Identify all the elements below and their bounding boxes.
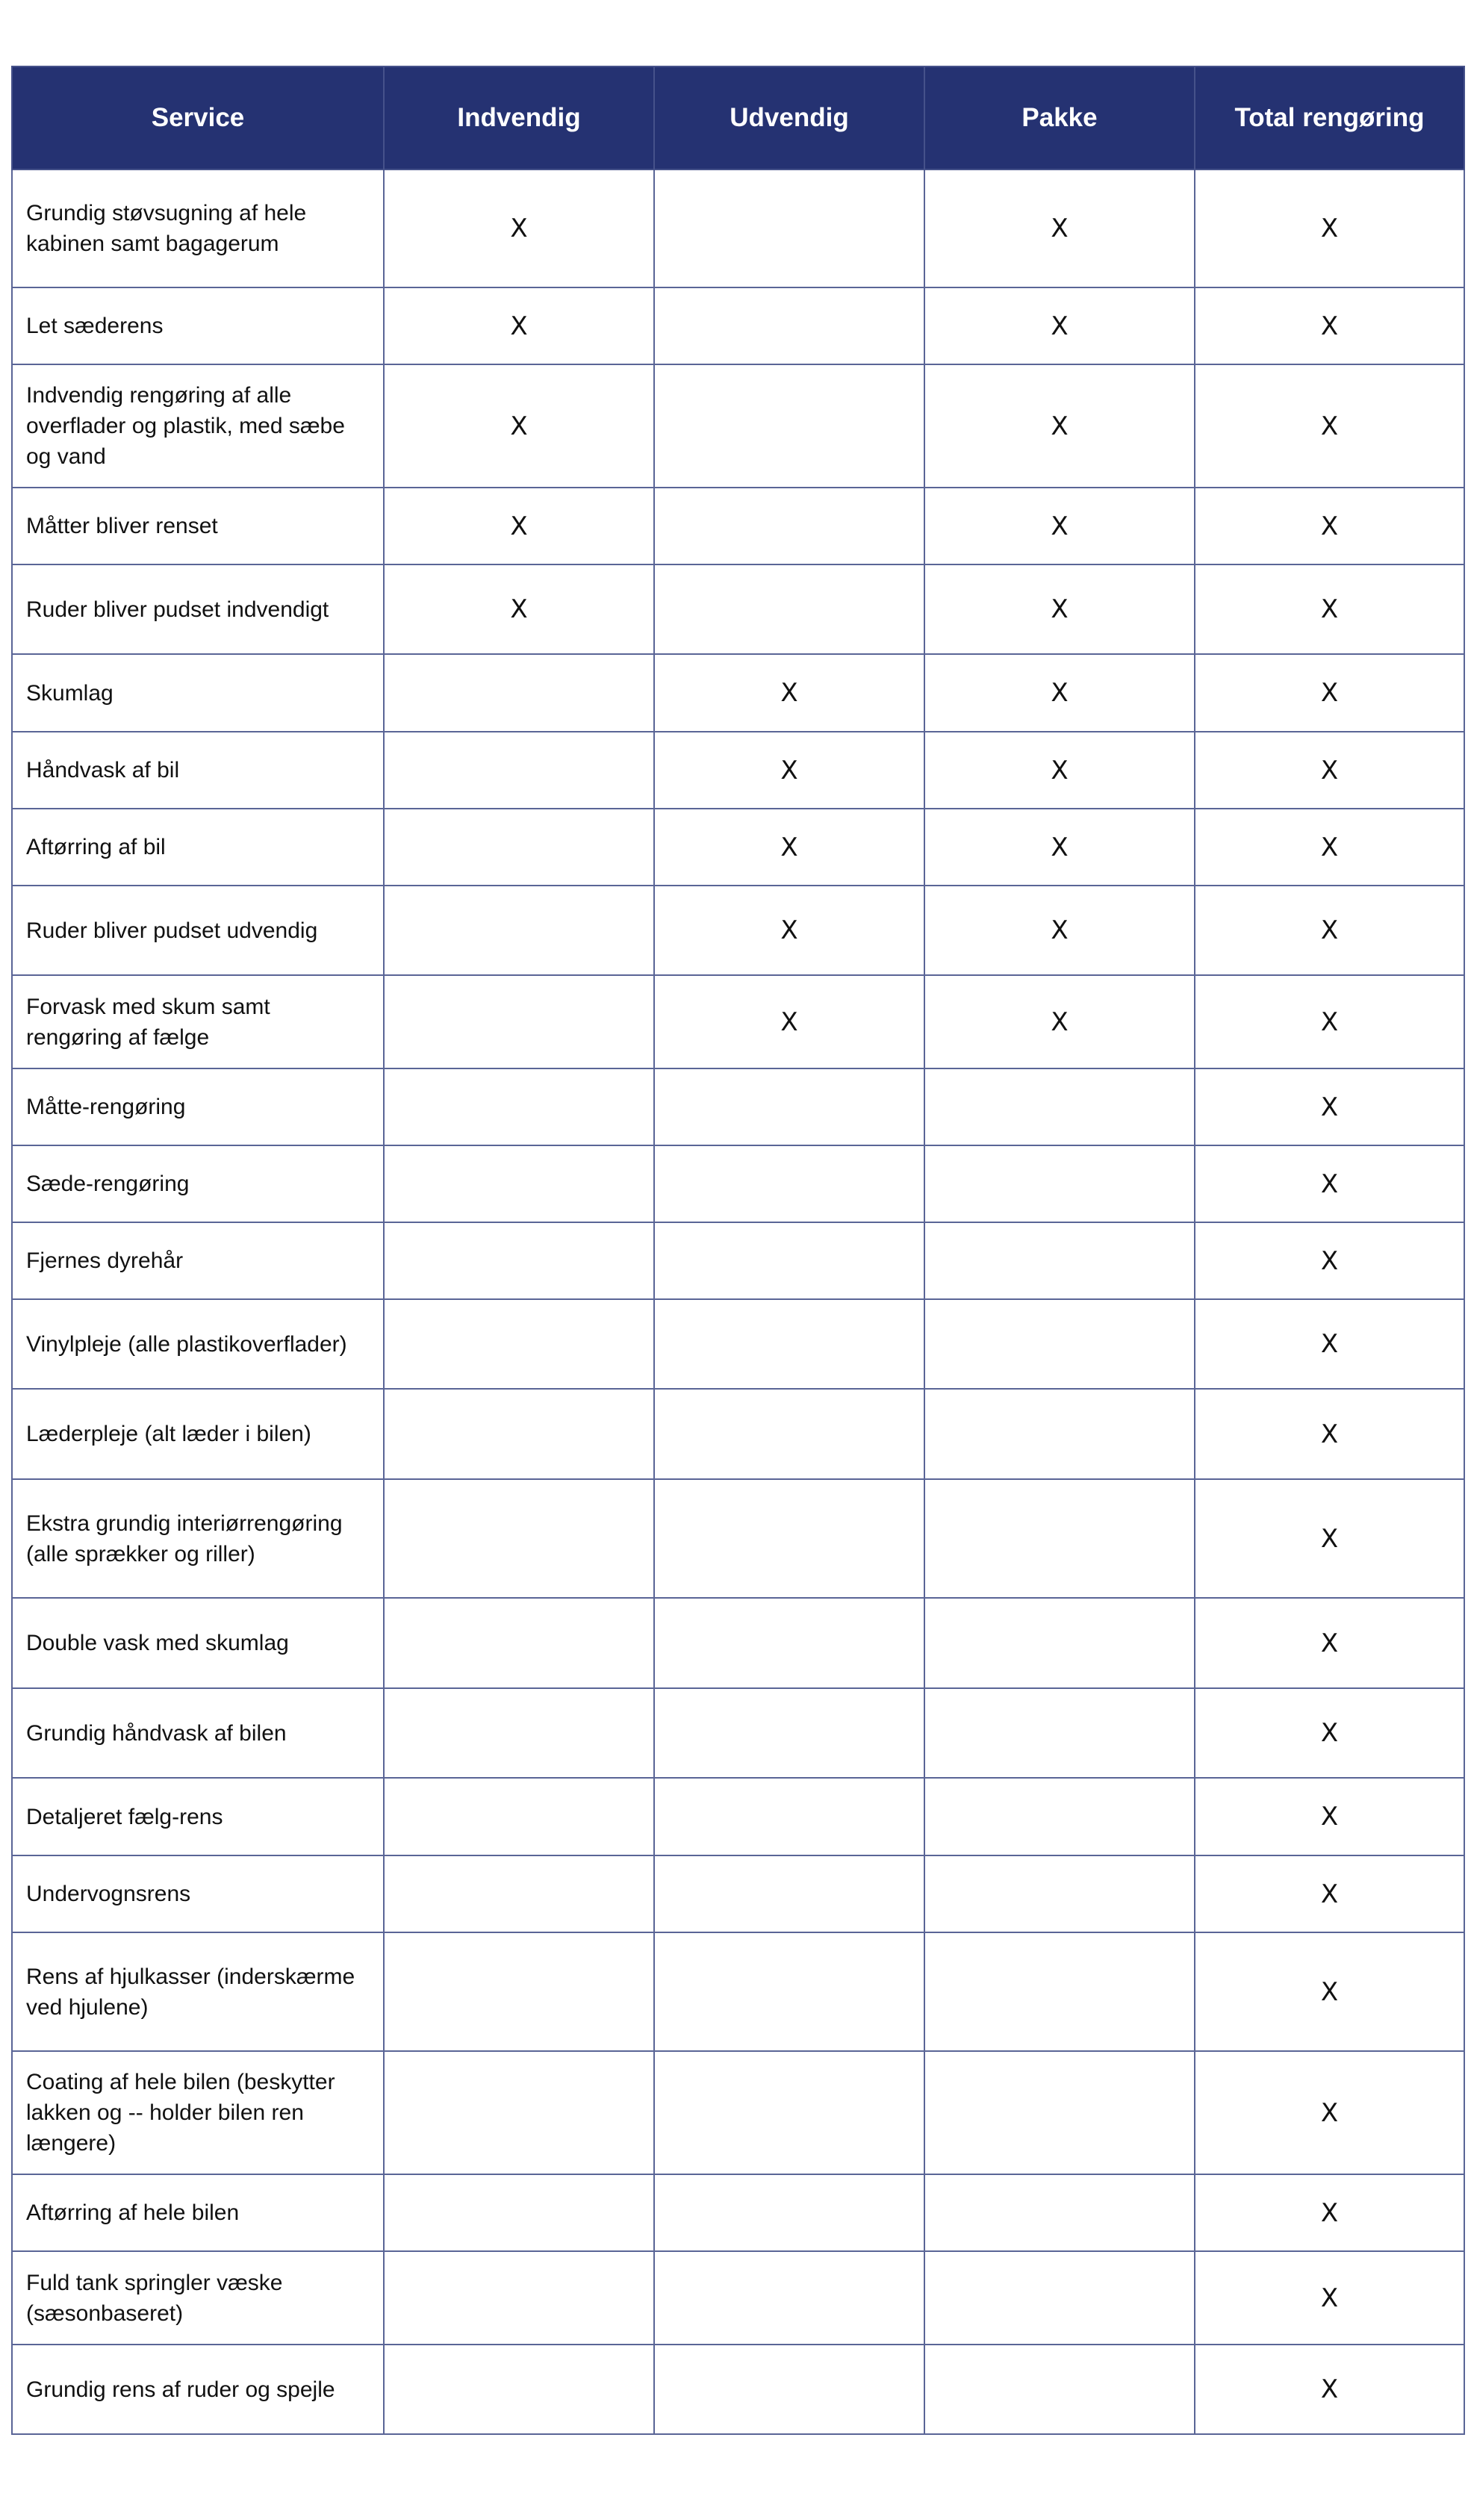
mark-cell-pakke: X bbox=[924, 732, 1195, 809]
mark-cell-total: X bbox=[1195, 2345, 1464, 2434]
header-indvendig: Indvendig bbox=[384, 66, 654, 169]
service-name-cell: Coating af hele bilen (beskytter lakken og -- holder bilen ren længere) bbox=[12, 2051, 384, 2174]
mark-cell-total: X bbox=[1195, 1479, 1464, 1598]
mark-cell-total: X bbox=[1195, 2251, 1464, 2345]
mark-cell-total: X bbox=[1195, 1222, 1464, 1299]
mark-cell-udvendig: X bbox=[654, 886, 924, 975]
mark-cell-udvendig bbox=[654, 287, 924, 364]
mark-cell-total: X bbox=[1195, 2051, 1464, 2174]
service-name-cell: Vinylpleje (alle plastikoverflader) bbox=[12, 1299, 384, 1389]
mark-cell-udvendig: X bbox=[654, 654, 924, 732]
mark-cell-pakke: X bbox=[924, 169, 1195, 287]
mark-cell-indvendig bbox=[384, 1299, 654, 1389]
mark-cell-udvendig bbox=[654, 1299, 924, 1389]
mark-cell-udvendig bbox=[654, 1145, 924, 1222]
table-row bbox=[12, 2051, 1464, 2174]
mark-cell-total: X bbox=[1195, 1068, 1464, 1145]
mark-cell-indvendig: X bbox=[384, 488, 654, 564]
table-row bbox=[12, 1222, 1464, 1299]
service-name-cell: Forvask med skum samt rengøring af fælge bbox=[12, 975, 384, 1068]
service-name-cell: Fjernes dyrehår bbox=[12, 1222, 384, 1299]
mark-cell-udvendig bbox=[654, 1688, 924, 1778]
mark-cell-pakke bbox=[924, 1145, 1195, 1222]
header-pakke: Pakke bbox=[924, 66, 1195, 169]
service-name-cell: Undervognsrens bbox=[12, 1855, 384, 1932]
mark-cell-udvendig bbox=[654, 1389, 924, 1479]
service-name-cell: Grundig håndvask af bilen bbox=[12, 1688, 384, 1778]
table-row bbox=[12, 1778, 1464, 1855]
mark-cell-pakke bbox=[924, 1688, 1195, 1778]
table-row bbox=[12, 1932, 1464, 2051]
mark-cell-total: X bbox=[1195, 809, 1464, 886]
mark-cell-total: X bbox=[1195, 1145, 1464, 1222]
header-service: Service bbox=[12, 66, 384, 169]
table-row bbox=[12, 564, 1464, 654]
mark-cell-udvendig bbox=[654, 1855, 924, 1932]
table-row bbox=[12, 1688, 1464, 1778]
mark-cell-udvendig bbox=[654, 2251, 924, 2345]
service-name-cell: Ruder bliver pudset udvendig bbox=[12, 886, 384, 975]
mark-cell-pakke: X bbox=[924, 364, 1195, 488]
mark-cell-pakke: X bbox=[924, 287, 1195, 364]
service-name-cell: Aftørring af bil bbox=[12, 809, 384, 886]
mark-cell-indvendig bbox=[384, 1145, 654, 1222]
mark-cell-udvendig bbox=[654, 1932, 924, 2051]
mark-cell-indvendig bbox=[384, 2174, 654, 2251]
header-total-rengoring: Total rengøring bbox=[1195, 66, 1464, 169]
mark-cell-udvendig: X bbox=[654, 809, 924, 886]
table-row bbox=[12, 732, 1464, 809]
mark-cell-pakke bbox=[924, 2051, 1195, 2174]
mark-cell-pakke bbox=[924, 1222, 1195, 1299]
mark-cell-pakke: X bbox=[924, 654, 1195, 732]
mark-cell-total: X bbox=[1195, 364, 1464, 488]
mark-cell-pakke: X bbox=[924, 809, 1195, 886]
table-header-row bbox=[12, 66, 1464, 169]
service-name-cell: Måtte-rengøring bbox=[12, 1068, 384, 1145]
table-row bbox=[12, 886, 1464, 975]
table-row bbox=[12, 169, 1464, 287]
mark-cell-total: X bbox=[1195, 488, 1464, 564]
mark-cell-total: X bbox=[1195, 564, 1464, 654]
mark-cell-pakke bbox=[924, 1299, 1195, 1389]
mark-cell-pakke bbox=[924, 1778, 1195, 1855]
mark-cell-indvendig bbox=[384, 654, 654, 732]
mark-cell-indvendig bbox=[384, 1855, 654, 1932]
mark-cell-udvendig bbox=[654, 564, 924, 654]
table-row bbox=[12, 654, 1464, 732]
service-name-cell: Håndvask af bil bbox=[12, 732, 384, 809]
mark-cell-pakke bbox=[924, 1932, 1195, 2051]
table-row bbox=[12, 2174, 1464, 2251]
mark-cell-pakke: X bbox=[924, 488, 1195, 564]
mark-cell-indvendig bbox=[384, 1389, 654, 1479]
mark-cell-indvendig: X bbox=[384, 169, 654, 287]
mark-cell-indvendig bbox=[384, 732, 654, 809]
mark-cell-indvendig bbox=[384, 1068, 654, 1145]
mark-cell-udvendig bbox=[654, 1222, 924, 1299]
mark-cell-indvendig bbox=[384, 975, 654, 1068]
service-comparison-table bbox=[11, 66, 1465, 2435]
service-name-cell: Grundig rens af ruder og spejle bbox=[12, 2345, 384, 2434]
table-row bbox=[12, 2251, 1464, 2345]
mark-cell-total: X bbox=[1195, 732, 1464, 809]
mark-cell-indvendig bbox=[384, 1222, 654, 1299]
mark-cell-udvendig bbox=[654, 1598, 924, 1688]
mark-cell-pakke: X bbox=[924, 886, 1195, 975]
mark-cell-total: X bbox=[1195, 975, 1464, 1068]
service-name-cell: Læderpleje (alt læder i bilen) bbox=[12, 1389, 384, 1479]
table-row bbox=[12, 1389, 1464, 1479]
mark-cell-udvendig bbox=[654, 2174, 924, 2251]
mark-cell-pakke: X bbox=[924, 975, 1195, 1068]
mark-cell-total: X bbox=[1195, 1598, 1464, 1688]
mark-cell-udvendig: X bbox=[654, 975, 924, 1068]
mark-cell-pakke bbox=[924, 2251, 1195, 2345]
header-udvendig: Udvendig bbox=[654, 66, 924, 169]
mark-cell-total: X bbox=[1195, 169, 1464, 287]
mark-cell-udvendig bbox=[654, 488, 924, 564]
mark-cell-pakke bbox=[924, 2174, 1195, 2251]
mark-cell-total: X bbox=[1195, 1688, 1464, 1778]
mark-cell-indvendig: X bbox=[384, 364, 654, 488]
mark-cell-total: X bbox=[1195, 1299, 1464, 1389]
table-row bbox=[12, 1068, 1464, 1145]
mark-cell-udvendig bbox=[654, 169, 924, 287]
mark-cell-pakke bbox=[924, 1389, 1195, 1479]
mark-cell-pakke: X bbox=[924, 564, 1195, 654]
mark-cell-indvendig: X bbox=[384, 564, 654, 654]
mark-cell-indvendig bbox=[384, 886, 654, 975]
table-row bbox=[12, 1855, 1464, 1932]
mark-cell-indvendig bbox=[384, 1479, 654, 1598]
mark-cell-total: X bbox=[1195, 2174, 1464, 2251]
service-name-cell: Skumlag bbox=[12, 654, 384, 732]
service-name-cell: Måtter bliver renset bbox=[12, 488, 384, 564]
mark-cell-pakke bbox=[924, 1855, 1195, 1932]
table-row bbox=[12, 1598, 1464, 1688]
mark-cell-total: X bbox=[1195, 654, 1464, 732]
mark-cell-indvendig bbox=[384, 2251, 654, 2345]
mark-cell-total: X bbox=[1195, 886, 1464, 975]
service-name-cell: Grundig støvsugning af hele kabinen samt bagagerum bbox=[12, 169, 384, 287]
mark-cell-udvendig bbox=[654, 1778, 924, 1855]
mark-cell-pakke bbox=[924, 1598, 1195, 1688]
table-row bbox=[12, 1299, 1464, 1389]
mark-cell-pakke bbox=[924, 1479, 1195, 1598]
mark-cell-total: X bbox=[1195, 287, 1464, 364]
table-row bbox=[12, 364, 1464, 488]
mark-cell-indvendig bbox=[384, 1598, 654, 1688]
service-name-cell: Detaljeret fælg-rens bbox=[12, 1778, 384, 1855]
service-name-cell: Ruder bliver pudset indvendigt bbox=[12, 564, 384, 654]
service-name-cell: Sæde-rengøring bbox=[12, 1145, 384, 1222]
mark-cell-indvendig bbox=[384, 1688, 654, 1778]
service-name-cell: Double vask med skumlag bbox=[12, 1598, 384, 1688]
mark-cell-indvendig bbox=[384, 2345, 654, 2434]
table-row bbox=[12, 1479, 1464, 1598]
mark-cell-udvendig: X bbox=[654, 732, 924, 809]
mark-cell-total: X bbox=[1195, 1389, 1464, 1479]
table-row bbox=[12, 1145, 1464, 1222]
mark-cell-udvendig bbox=[654, 1068, 924, 1145]
mark-cell-udvendig bbox=[654, 2051, 924, 2174]
table-row bbox=[12, 809, 1464, 886]
mark-cell-udvendig bbox=[654, 364, 924, 488]
table-row bbox=[12, 2345, 1464, 2434]
mark-cell-indvendig bbox=[384, 809, 654, 886]
mark-cell-total: X bbox=[1195, 1932, 1464, 2051]
mark-cell-udvendig bbox=[654, 2345, 924, 2434]
mark-cell-total: X bbox=[1195, 1855, 1464, 1932]
table-row bbox=[12, 488, 1464, 564]
mark-cell-pakke bbox=[924, 1068, 1195, 1145]
mark-cell-indvendig: X bbox=[384, 287, 654, 364]
mark-cell-pakke bbox=[924, 2345, 1195, 2434]
service-name-cell: Rens af hjulkasser (inderskærme ved hjulene) bbox=[12, 1932, 384, 2051]
mark-cell-indvendig bbox=[384, 2051, 654, 2174]
table-row bbox=[12, 287, 1464, 364]
service-name-cell: Ekstra grundig interiørrengøring (alle sprækker og riller) bbox=[12, 1479, 384, 1598]
mark-cell-udvendig bbox=[654, 1479, 924, 1598]
mark-cell-indvendig bbox=[384, 1778, 654, 1855]
service-name-cell: Fuld tank springler væske (sæsonbaseret) bbox=[12, 2251, 384, 2345]
service-name-cell: Let sæderens bbox=[12, 287, 384, 364]
service-name-cell: Indvendig rengøring af alle overflader og plastik, med sæbe og vand bbox=[12, 364, 384, 488]
table-row bbox=[12, 975, 1464, 1068]
service-name-cell: Aftørring af hele bilen bbox=[12, 2174, 384, 2251]
mark-cell-total: X bbox=[1195, 1778, 1464, 1855]
mark-cell-indvendig bbox=[384, 1932, 654, 2051]
